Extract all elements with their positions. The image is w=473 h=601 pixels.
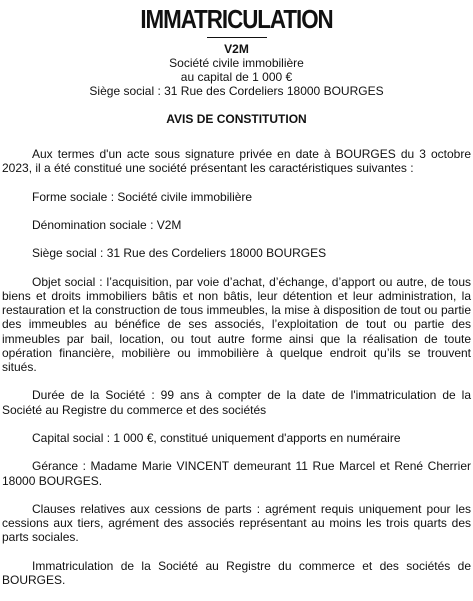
paragraph-legal-form: Forme sociale : Société civile immobilière — [32, 189, 253, 204]
paragraph-registered-office: Siège social : 31 Rue des Cordeliers 18000 BOURGES — [32, 246, 327, 261]
paragraph-share-capital: Capital social : 1 000 €, constitué uniquement d'apports en numéraire — [32, 430, 401, 445]
company-header — [2, 42, 471, 98]
notice-title: AVIS DE CONSTITUTION — [166, 112, 307, 126]
paragraph-share-transfer: Clauses relatives aux cessions de parts : agrément requis uniquement pour les cessions aux tiers, agrément des associés représentant au moins les trois quarts des parts sociales. — [2, 501, 471, 545]
paragraph-registration: Immatriculation de la Société au Registre du commerce et des sociétés de BOURGES. — [2, 558, 471, 587]
paragraph-intro: Aux termes d'un acte sous signature privée en date à BOURGES du 3 octobre 2023, il a été constitué une société présentant les caractéristiques suivantes : — [2, 147, 471, 176]
paragraph-duration: Durée de la Société : 99 ans à compter de la date de l'immatriculation de la Société au Registre du commerce et des sociétés — [2, 388, 471, 417]
notice-heading: IMMATRICULATION — [140, 4, 333, 34]
company-type: Société civile immobilière — [169, 56, 304, 70]
paragraph-corporate-purpose: Objet social : l’acquisition, par voie d’achat, d’échange, d’apport ou autre, de tous biens et droits immobiliers bâtis et non bâtis, leur détention et leur administration, la restauration et la construction de tous immeubles, la mise à disposition de tout ou partie des immeubles au bénéfice de ses associés, l’exploitation de tout ou partie des immeubles par bail, location, ou tout autre forme ainsi que la réalisation de toute opération financière, mobilière ou immobilière à quelque endroit qu’ils se trouvent situés. — [2, 274, 471, 374]
heading-rule — [207, 37, 267, 38]
company-name: V2M — [224, 42, 249, 56]
company-capital: au capital de 1 000 € — [180, 70, 293, 84]
company-seat: Siège social : 31 Rue des Cordeliers 18000 BOURGES — [89, 84, 384, 98]
notice-body — [2, 147, 471, 587]
paragraph-management: Gérance : Madame Marie VINCENT demeurant 11 Rue Marcel et René Cherrier 18000 BOURGES. — [2, 459, 471, 488]
paragraph-company-name: Dénomination sociale : V2M — [32, 217, 182, 232]
